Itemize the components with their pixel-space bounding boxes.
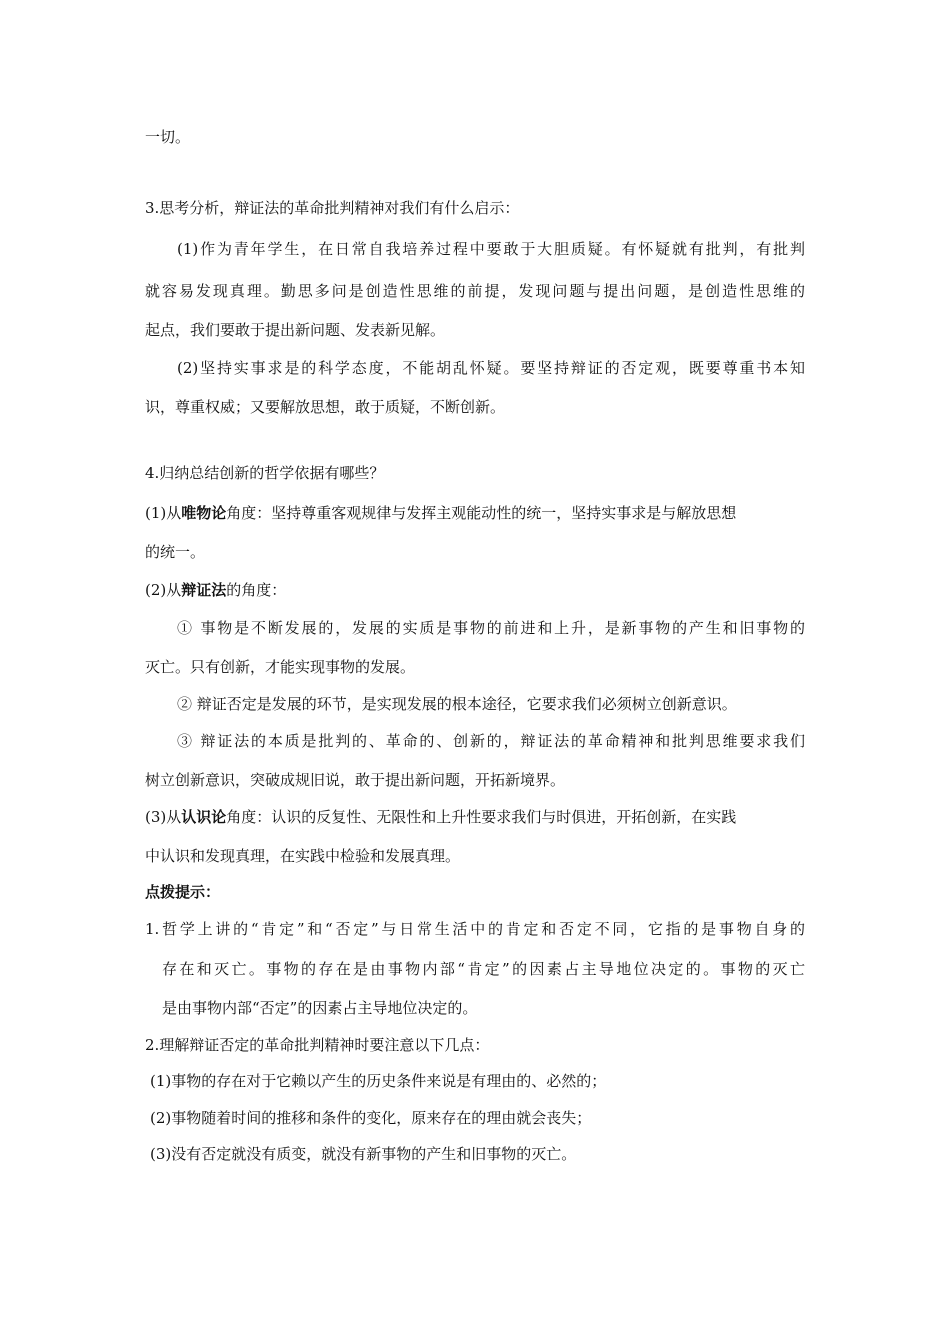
list-item: (3)没有否定就没有质变，就没有新事物的产生和旧事物的灭亡。 (150, 1145, 577, 1163)
text-line: ① 事物是不断发展的，发展的实质是事物的前进和上升，是新事物的产生和旧事物的 (177, 619, 805, 637)
text-prefix: (2)从 (145, 581, 182, 599)
text-line: (2)坚持实事求是的科学态度，不能胡乱怀疑。要坚持辩证的否定观，既要尊重书本知 (177, 359, 805, 377)
text-line: 识，尊重权威；又要解放思想，敢于质疑，不断创新。 (145, 398, 506, 416)
bold-keyword: 辩证法 (181, 581, 227, 599)
text-line: 存在和灭亡。事物的存在是由事物内部“肯定”的因素占主导地位决定的。事物的灭亡 (162, 960, 805, 978)
text-body: 的角度： (226, 581, 287, 599)
text-line: 的统一。 (145, 543, 206, 561)
text-line: 中认识和发现真理，在实践中检验和发展真理。 (145, 847, 461, 865)
bold-keyword: 认识论 (181, 808, 227, 826)
text-line: ② 辩证否定是发展的环节，是实现发展的根本途径，它要求我们必须树立创新意识。 (177, 695, 737, 713)
text-prefix: (3)从 (145, 808, 182, 826)
text-line: 树立创新意识，突破成规旧说，敢于提出新问题，开拓新境界。 (145, 771, 566, 789)
list-item: (1)事物的存在对于它赖以产生的历史条件来说是有理由的、必然的； (150, 1072, 607, 1090)
text-body: 角度：坚持尊重客观规律与发挥主观能动性的统一，坚持实事求是与解放思想 (226, 504, 737, 522)
text-line: 1.哲学上讲的“肯定”和“否定”与日常生活中的肯定和否定不同，它指的是事物自身的 (145, 920, 805, 938)
question-4-title: 4.归纳总结创新的哲学依据有哪些？ (145, 464, 385, 482)
text-line (145, 503, 736, 523)
bold-keyword: 唯物论 (181, 504, 227, 522)
tips-heading: 点拨提示： (145, 883, 221, 901)
text-line (145, 580, 286, 600)
text-line: 是由事物内部“否定”的因素占主导地位决定的。 (162, 999, 478, 1017)
text-line: 一切。 (145, 128, 191, 146)
text-line: 起点，我们要敢于提出新问题、发表新见解。 (145, 321, 446, 339)
text-line: (1)作为青年学生，在日常自我培养过程中要敢于大胆质疑。有怀疑就有批判，有批判 (177, 240, 805, 258)
text-prefix: (1)从 (145, 504, 182, 522)
text-line: ③ 辩证法的本质是批判的、革命的、创新的，辩证法的革命精神和批判思维要求我们 (177, 732, 805, 750)
list-item: (2)事物随着时间的推移和条件的变化，原来存在的理由就会丧失； (150, 1109, 592, 1127)
text-line: 灭亡。只有创新，才能实现事物的发展。 (145, 658, 416, 676)
text-line (145, 807, 736, 827)
text-body: 角度：认识的反复性、无限性和上升性要求我们与时俱进，开拓创新，在实践 (226, 808, 737, 826)
question-3-title: 3.思考分析，辩证法的革命批判精神对我们有什么启示： (145, 199, 520, 217)
text-line: 就容易发现真理。勤思多问是创造性思维的前提，发现问题与提出问题，是创造性思维的 (145, 282, 805, 300)
text-line: 2.理解辩证否定的革命批判精神时要注意以下几点： (145, 1036, 490, 1054)
